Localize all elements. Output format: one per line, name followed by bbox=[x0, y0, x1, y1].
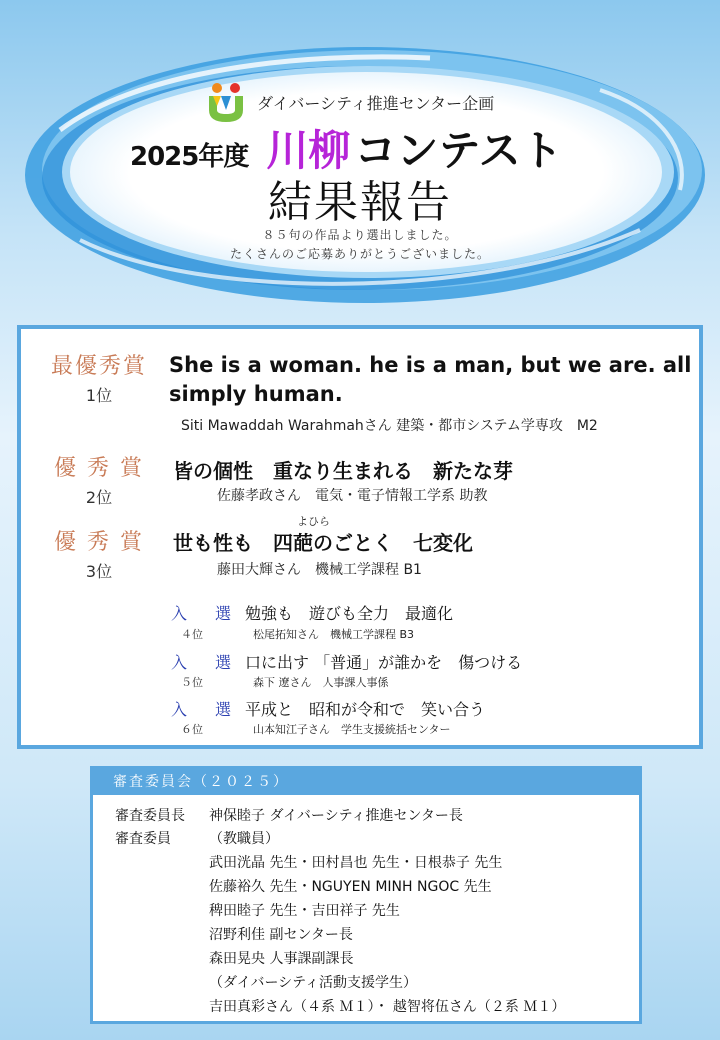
selection-rank-5: ５位 bbox=[181, 676, 203, 689]
selection-verse-5: 口に出す 「普通」が誰かを 傷つける bbox=[245, 653, 523, 672]
rank-2: 2位 bbox=[85, 488, 113, 507]
award-excellence-2: 優 秀 賞 bbox=[54, 530, 144, 555]
results-panel bbox=[17, 325, 703, 749]
members-label: 審査委員 bbox=[115, 831, 171, 847]
award-grand-prize: 最優秀賞 bbox=[50, 354, 147, 379]
senryu-title: 川柳 bbox=[266, 126, 351, 175]
author-2: 佐藤孝政さん 電気・電子情報工学系 助教 bbox=[217, 488, 488, 504]
contest-title: コンテスト bbox=[354, 126, 563, 175]
student-heading: （ダイバーシティ活動支援学生） bbox=[209, 975, 418, 991]
selection-rank-4: ４位 bbox=[181, 628, 203, 641]
chair-name: 神保睦子 ダイバーシティ推進センター長 bbox=[209, 808, 463, 824]
award-excellence-1: 優 秀 賞 bbox=[54, 456, 144, 481]
selection-label-6: 入 選 bbox=[171, 700, 238, 719]
note-line-2: たくさんのご応募ありがとうございました。 bbox=[229, 247, 490, 261]
verse-3: 世も性も 四葩のごとく 七変化 bbox=[173, 531, 473, 555]
rank-3: 3位 bbox=[85, 562, 113, 581]
staff-line-2: 佐藤裕久 先生・NGUYEN MINH NGOC 先生 bbox=[209, 879, 492, 895]
verse-2: 皆の個性 重なり生まれる 新たな芽 bbox=[173, 459, 513, 483]
staff-line-3: 稗田睦子 先生・吉田祥子 先生 bbox=[209, 903, 400, 919]
committee-panel bbox=[90, 766, 642, 1024]
ruby-yohira: よひら bbox=[297, 515, 330, 528]
selection-label-4: 入 選 bbox=[171, 604, 238, 623]
verse-1: She is a woman. he is a man, but we are. all simply human. bbox=[169, 353, 692, 406]
selection-author-4: 松尾拓知さん 機械工学課程 B3 bbox=[253, 628, 415, 641]
organizer-text: ダイバーシティ推進センター企画 bbox=[257, 93, 495, 113]
rank-1: 1位 bbox=[85, 386, 113, 405]
author-3: 藤田大輝さん 機械工学課程 B1 bbox=[217, 562, 422, 578]
students-line: 吉田真彩さん（４系 Ｍ１）・ 越智将伍さん（２系 Ｍ１） bbox=[209, 999, 566, 1015]
committee-title: 審査委員会（２０２５） bbox=[93, 769, 639, 795]
staff-line-1: 武田洸晶 先生・田村昌也 先生・日根恭子 先生 bbox=[209, 855, 503, 871]
selection-verse-4: 勉強も 遊びも全力 最適化 bbox=[245, 604, 454, 623]
staff-heading: （教職員） bbox=[209, 831, 279, 847]
selection-verse-6: 平成と 昭和が令和で 笑い合う bbox=[245, 700, 486, 719]
selection-author-5: 森下 遼さん 人事課人事係 bbox=[253, 676, 389, 689]
staff-line-4: 沼野利佳 副センター長 bbox=[209, 927, 353, 943]
report-title: 結果報告 bbox=[268, 177, 452, 228]
author-1: Siti Mawaddah Warahmahさん 建築・都市システム学専攻 M2 bbox=[181, 418, 598, 434]
chair-label: 審査委員長 bbox=[115, 808, 185, 824]
year-label: 2025年度 bbox=[130, 142, 249, 172]
selection-rank-6: ６位 bbox=[181, 723, 203, 736]
selection-author-6: 山本知江子さん 学生支援統括センター bbox=[253, 723, 451, 736]
header-banner bbox=[0, 0, 720, 320]
note-line-1: ８５句の作品より選出しました。 bbox=[262, 228, 458, 242]
staff-line-5: 森田晃央 人事課副課長 bbox=[209, 951, 354, 967]
selection-label-5: 入 選 bbox=[171, 653, 238, 672]
